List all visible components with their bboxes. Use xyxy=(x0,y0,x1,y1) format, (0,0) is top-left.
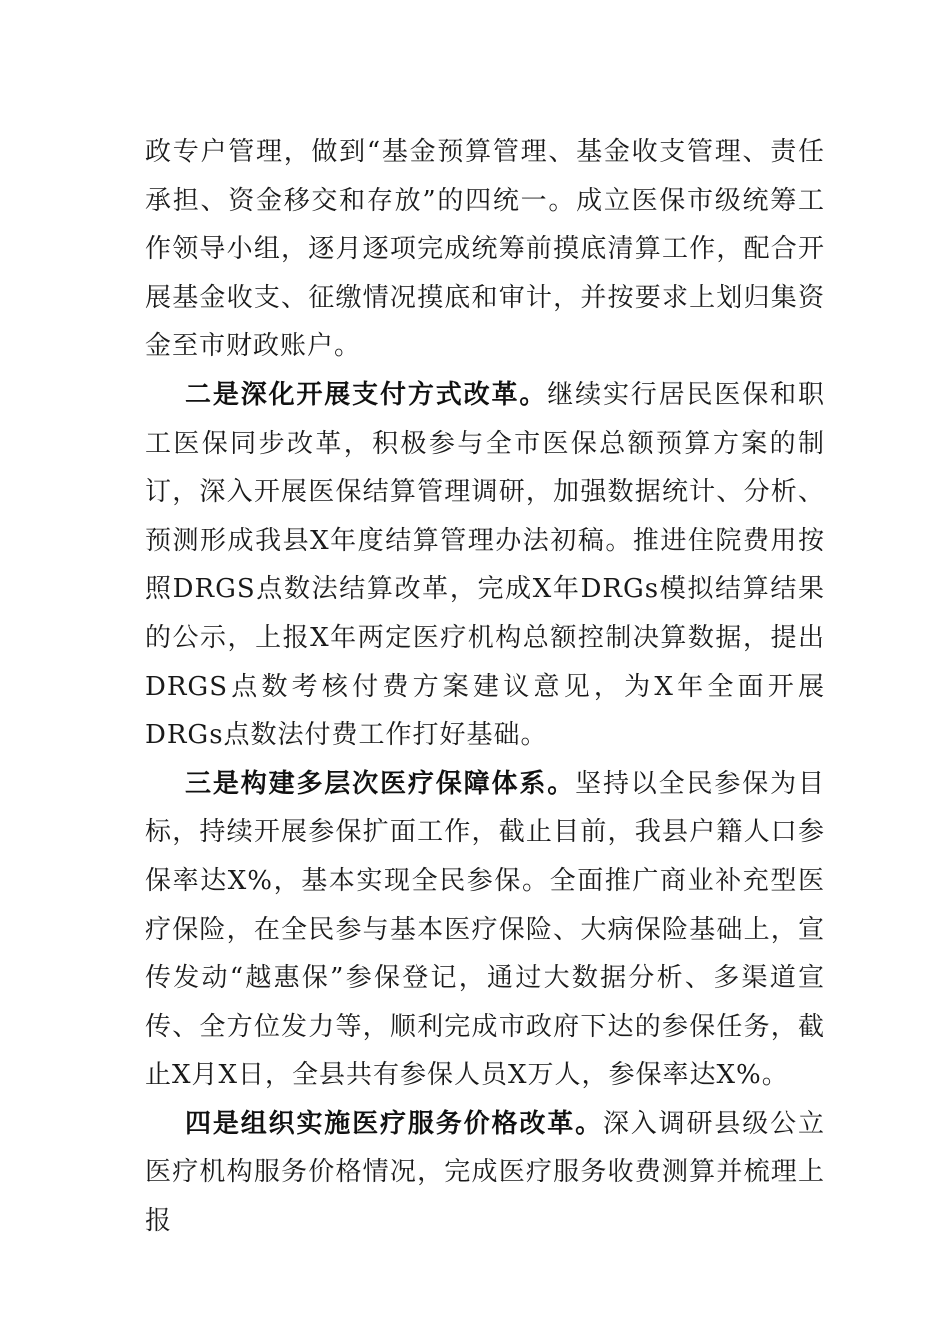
paragraph-multi-level-security xyxy=(145,760,825,1100)
paragraph-text: 深入调研县级公立医疗机构服务价格情况，完成医疗服务收费测算并梳理上报 xyxy=(145,1108,825,1237)
paragraph-lead: 四是组织实施医疗服务价格改革。 xyxy=(185,1108,603,1139)
paragraph-lead: 三是构建多层次医疗保障体系。 xyxy=(185,768,576,799)
paragraph-payment-reform xyxy=(145,371,825,760)
paragraph-text: 坚持以全民参保为目标，持续开展参保扩面工作，截止目前，我县户籍人口参保率达X%，基本实现全民参保。全面推广商业补充型医疗保险，在全民参与基本医疗保险、大病保险基础上，宣传发动“越惠保”参保登记，通过大数据分析、多渠道宣传、全方位发力等，顺利完成市政府下达的参保任务，截止X月X日，全县共有参保人员X万人，参保率达X%。 xyxy=(145,768,825,1091)
document-body xyxy=(145,128,825,1246)
paragraph-text: 继续实行居民医保和职工医保同步改革，积极参与全市医保总额预算方案的制订，深入开展医保结算管理调研，加强数据统计、分析、预测形成我县X年度结算管理办法初稿。推进住院费用按照DRGS点数法结算改革，完成X年DRGs模拟结算结果的公示，上报X年两定医疗机构总额控制决算数据，提出DRGS点数考核付费方案建议意见，为X年全面开展DRGs点数法付费工作打好基础。 xyxy=(145,379,825,751)
paragraph-text: 政专户管理，做到“基金预算管理、基金收支管理、责任承担、资金移交和存放”的四统一。成立医保市级统筹工作领导小组，逐月逐项完成统筹前摸底清算工作，配合开展基金收支、征缴情况摸底和审计，并按要求上划归集资金至市财政账户。 xyxy=(145,137,825,362)
paragraph-fund-management xyxy=(145,128,825,371)
paragraph-lead: 二是深化开展支付方式改革。 xyxy=(185,379,548,410)
paragraph-price-reform xyxy=(145,1100,825,1246)
